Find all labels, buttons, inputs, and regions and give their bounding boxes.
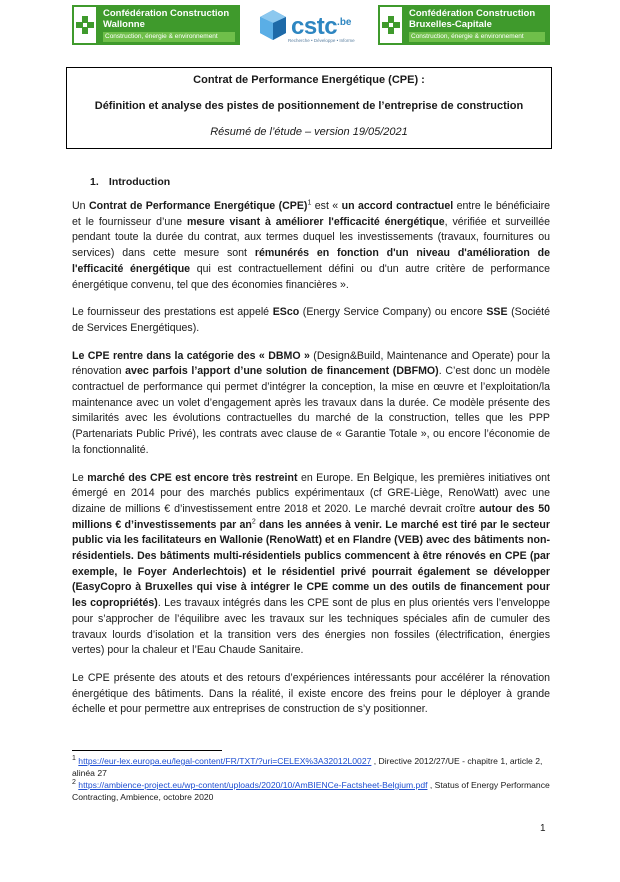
text-run: . Les travaux intégrés dans les CPE sont de plus en plus orientés vers l’enveloppe pour s’approcher de l’équilibre avec les travaux sur les techniques spéciales afin de cumuler des travaux lourds d’isolation et la transition vers des énergies non fossiles (électrification, énergies vertes) pour la chaleur et l’Eau Chaude Sanitaire. [72,597,550,657]
text-run: Le CPE présente des atouts et des retours d’expériences intéressants pour accélérer la rénovation énergétique des bâtiments. Dans la réalité, il existe encore des freins pour le déployer à grande échelle et pour permettre aux entreprises de construction de s’y positionner. [72,671,550,716]
footnote-link[interactable]: https://eur-lex.europa.eu/legal-content/FR/TXT/?uri=CELEX%3A32012L0027 [78,756,372,766]
logo-cstc-word: cstc [291,13,338,40]
text-run: Un [72,200,89,212]
main-content [72,176,550,718]
document-subtitle: Définition et analyse des pistes de positionnement de l’entreprise de construction [94,100,524,112]
cross-emblem-icon [72,5,98,45]
text-run: Le [72,471,88,484]
bold-text: dans les années à venir. [255,518,382,531]
logo-cstc [258,7,368,47]
bold-text: Contrat de Performance Energétique (CPE) [88,200,308,212]
paragraph [72,305,550,336]
bold-text: un accord contractuel [341,200,454,212]
bold-text: marché des CPE est encore très restreint [87,471,298,484]
bold-text: avec parfois l’apport d’une solution de financement (DBFMO) [125,365,439,378]
footnote [72,779,550,803]
footnote-ref: 1 [307,199,312,207]
text-run: (Energy Service Company) ou encore [299,306,487,319]
document-title: Contrat de Performance Energétique (CPE) : [193,74,425,86]
footnote-mark: 1 [72,755,76,763]
title-box [66,67,552,149]
document-version: Résumé de l’étude – version 19/05/2021 [210,126,408,138]
polyhedron-icon [258,9,288,46]
paragraph [72,349,550,459]
logo-ccw-line1: Confédération Construction [103,8,230,19]
bold-text: Le marché est tiré par le secteur public via les facilitateurs en Wallonie (RenoWatt) et en Flandre (VEB) avec des bâtiments non-résidentiels. Des bâtiments multi-résidentiels publics commencent à être rénovés en CPE (par exemple, le Foyer Anderlechtois) et le résidentiel privé pourrait également se développer (EasyCopro à Bruxelles qui vise à intégrer le CPE comme un des outils de financement pour les copropriétés) [72,518,550,610]
paragraph [72,671,550,718]
footnotes [72,750,550,803]
footnote-mark: 2 [72,779,76,787]
text-run: est « [311,200,342,212]
bold-text: ESco [272,306,300,319]
paragraph [72,471,550,659]
section-heading [90,176,550,188]
bold-text: mesure visant à améliorer l'efficacité énergétique [186,215,445,228]
logo-bar [0,5,620,47]
text-run: (Design&Build, Maintenance and Operate) pour la rénovation [72,349,551,378]
text-run: en Europe. En Belgique, les premières initiatives ont émergé en 2014 pour des marchés publics expérimentaux (cf GRE-Liège, RenoWatt) avec une dizaine de millions € d’investissement entre 2018 et 2020. Le marché devrait croître [72,471,550,515]
page-number: 1 [540,823,546,834]
footnote-rule [72,750,222,751]
footnote-ref: 2 [251,518,256,526]
section-number: 1. [90,176,99,188]
footnote-link[interactable]: https://ambience-project.eu/wp-content/uploads/2020/10/AmBIENCe-Factsheet-Belgium.pdf [78,780,428,790]
logo-ccw-sub: Construction, énergie & environnement [103,32,235,42]
logo-ccw-line2: Wallonne [103,19,145,30]
paragraph [72,199,550,293]
logo-cstc-suffix: .be [337,17,352,28]
text-run: (Société de Services Energétiques). [72,306,551,334]
bold-text: SSE [486,306,508,319]
logo-cstc-sub: Recherche • Développe • Informe [288,38,355,43]
bold-text: rémunérés en fonction d'un niveau d'amélioration de l'efficacité énergétique [72,247,550,275]
footnote-text: , Directive 2012/27/UE - chapitre 1, article 2, alinéa 27 [72,756,543,778]
text-run: entre le bénéficiaire et le fournisseur d’une [72,200,550,228]
section-title: Introduction [108,176,171,188]
logo-ccb [378,5,550,45]
cross-emblem-icon [378,5,404,45]
logo-ccb-line1: Confédération Construction [409,8,536,19]
logo-ccb-sub: Construction, énergie & environnement [409,32,545,42]
text-run: qui est contractuellement défini ou d'un autre critère de performance énergétique convenu, tel que des économies financières ». [72,262,550,291]
footnote-text: , Status of Energy Performance Contracting, Ambience, octobre 2020 [72,780,550,802]
text-run: , vérifiée et surveillée pendant toute la durée du contrat, aux termes duquel les investissements (travaux, fournitures ou services) dans cette mesure sont [72,215,550,260]
bold-text: Le CPE rentre dans la catégorie des « DBMO » [72,349,310,362]
bold-text: autour des 50 millions € d’investissements par an [72,502,550,531]
text-run: Le fournisseur des prestations est appelé [72,306,273,319]
footnote [72,755,550,779]
text-run: . C’est donc un modèle contractuel de performance qui permet d’intégrer la conception, la mise en œuvre et l’exploitation/la maintenance avec un volet d’engagement après les travaux dans la durée. Ce modèle présente des similarités avec les évolutions contractuelles du marché de la construction, telles que les PPP (Partenariats Public Privé), les contrats avec clause de « Garantie Totale », ou encore l’économie de la fonctionnalité. [72,365,550,456]
logo-ccw [72,5,240,45]
logo-ccb-line2: Bruxelles-Capitale [409,19,492,30]
